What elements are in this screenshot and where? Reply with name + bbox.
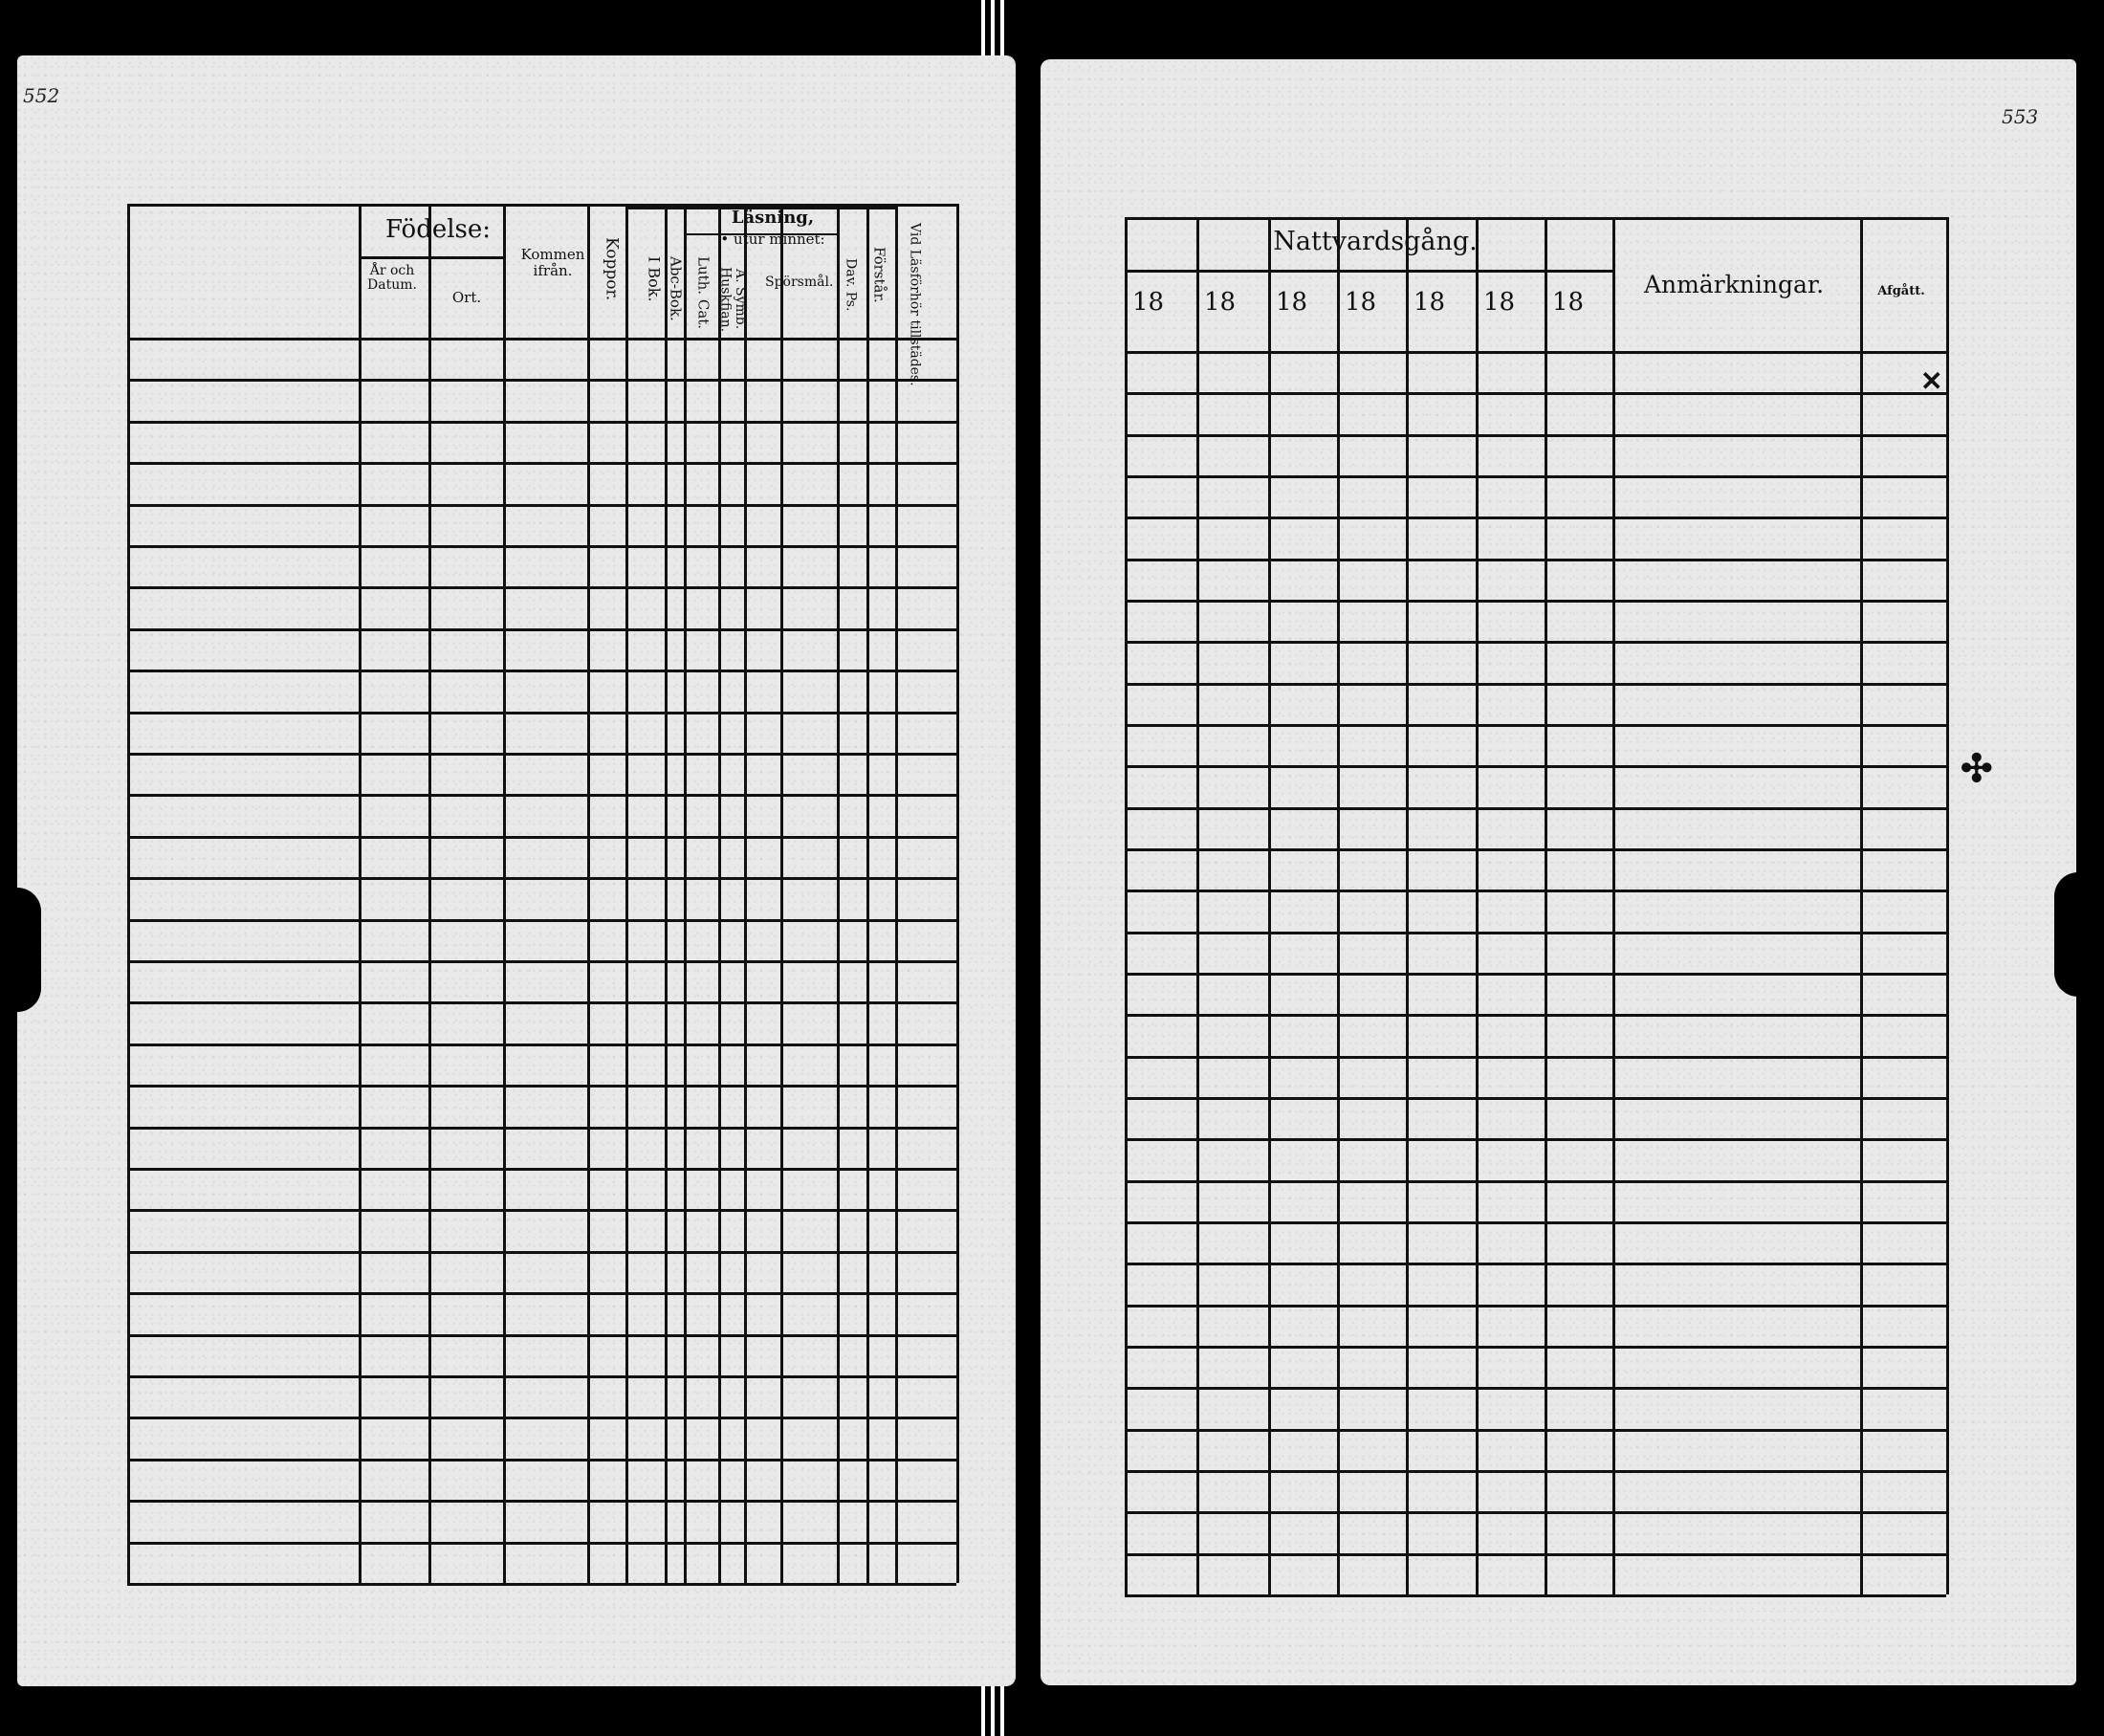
left-row-line [127,753,956,756]
right-row-line [1125,1056,1946,1059]
right-row-line [1125,1180,1946,1183]
communion-header-underline [1125,270,1612,273]
left-row-line [127,462,956,465]
left-row-line [127,1209,956,1212]
departed-header: Afgått. [1877,284,1925,298]
birth-header-underline [359,256,503,259]
luth-cat-label: Luth. Cat. [694,256,712,330]
hearing-label: Vid Läsförhör tillstädes. [907,222,923,386]
right-row-line [1125,724,1946,727]
right-row-line [1125,1263,1946,1265]
left-row-line [127,1168,956,1171]
right-row-line [1125,1014,1946,1017]
reading-header: Läsning, [731,208,815,228]
year-label: 18 [1414,288,1446,317]
left-row-line [127,1251,956,1254]
left-page [17,55,1016,1686]
birth-year-label: År och Datum. [367,263,417,294]
right-page [1041,59,2076,1685]
right-row-line [1125,1138,1946,1141]
left-row-line [127,1044,956,1046]
right-row-line [1125,559,1946,561]
right-page-number: 553 [2002,105,2039,128]
right-row-line [1125,890,1946,892]
right-header-bottom [1125,351,1946,354]
year-label: 18 [1132,288,1165,317]
margin-mark: ✕ [1920,365,1943,397]
smallpox-label: Koppor. [602,237,622,301]
left-row-line [127,1292,956,1295]
left-row-line [127,1085,956,1088]
right-row-line [1125,1097,1946,1100]
birth-header: Födelse: [384,215,492,244]
right-row-line [1125,1387,1946,1390]
left-row-line [127,545,956,548]
right-row-line [1125,1346,1946,1349]
year-label: 18 [1276,288,1308,317]
left-row-line [127,1001,956,1004]
right-row-line [1125,807,1946,810]
remarks-header: Anmärkningar. [1643,271,1825,298]
understanding-label: Förstår. [870,247,888,303]
year-label: 18 [1483,288,1516,317]
left-row-line [127,586,956,589]
right-row-line [1125,434,1946,437]
left-row-line [127,836,956,839]
left-row-line [127,379,956,382]
left-row-line [127,877,956,880]
in-book-label: I Bok. [645,256,664,302]
communion-header: Nattvardsgång. [1273,227,1478,256]
left-row-line [127,1127,956,1130]
left-frame-right [956,204,959,1583]
questions-label: Spörsmål. [765,275,834,290]
right-row-line [1125,392,1946,395]
right-row-line [1125,765,1946,768]
left-row-line [127,1459,956,1461]
left-row-line [127,1375,956,1378]
right-frame-bottom [1125,1594,1946,1597]
left-register-grid [17,55,1016,1686]
side-mark: ✣ [1961,746,1993,791]
left-row-line [127,960,956,963]
symb-label: A. Symb. Huskfian. [717,266,748,333]
right-row-line [1125,683,1946,686]
left-row-line [127,1334,956,1337]
left-row-line [127,421,956,424]
left-row-line [127,1500,956,1503]
birth-place-label: Ort. [451,289,482,306]
right-row-line [1125,848,1946,851]
by-heart-label: • utur minnet: [720,231,825,248]
right-row-line [1125,1470,1946,1473]
right-row-line [1125,1305,1946,1307]
year-label: 18 [1204,288,1237,317]
right-row-line [1125,1221,1946,1224]
left-page-number: 552 [23,84,60,107]
right-row-line [1125,516,1946,519]
right-frame-right [1946,217,1949,1594]
right-row-line [1125,1511,1946,1514]
left-row-line [127,712,956,714]
right-row-line [1125,1553,1946,1556]
left-row-line [127,1542,956,1545]
left-row-line [127,919,956,922]
year-label: 18 [1552,288,1585,317]
left-row-line [127,628,956,631]
right-row-line [1125,973,1946,976]
right-row-line [1125,1429,1946,1432]
abc-book-label: Abc-Bok. [667,256,685,321]
left-frame-bottom [127,1583,956,1586]
year-label: 18 [1345,288,1377,317]
came-from-label: Kommen ifrån. [520,246,585,279]
right-row-line [1125,641,1946,644]
right-frame-top [1125,217,1946,220]
left-header-bottom [127,338,956,341]
left-row-line [127,504,956,507]
left-row-line [127,670,956,672]
right-row-line [1125,475,1946,478]
right-row-line [1125,600,1946,603]
left-row-line [127,794,956,797]
dav-ps-label: Dav. Ps. [843,258,859,312]
left-row-line [127,1417,956,1419]
right-row-line [1125,932,1946,934]
